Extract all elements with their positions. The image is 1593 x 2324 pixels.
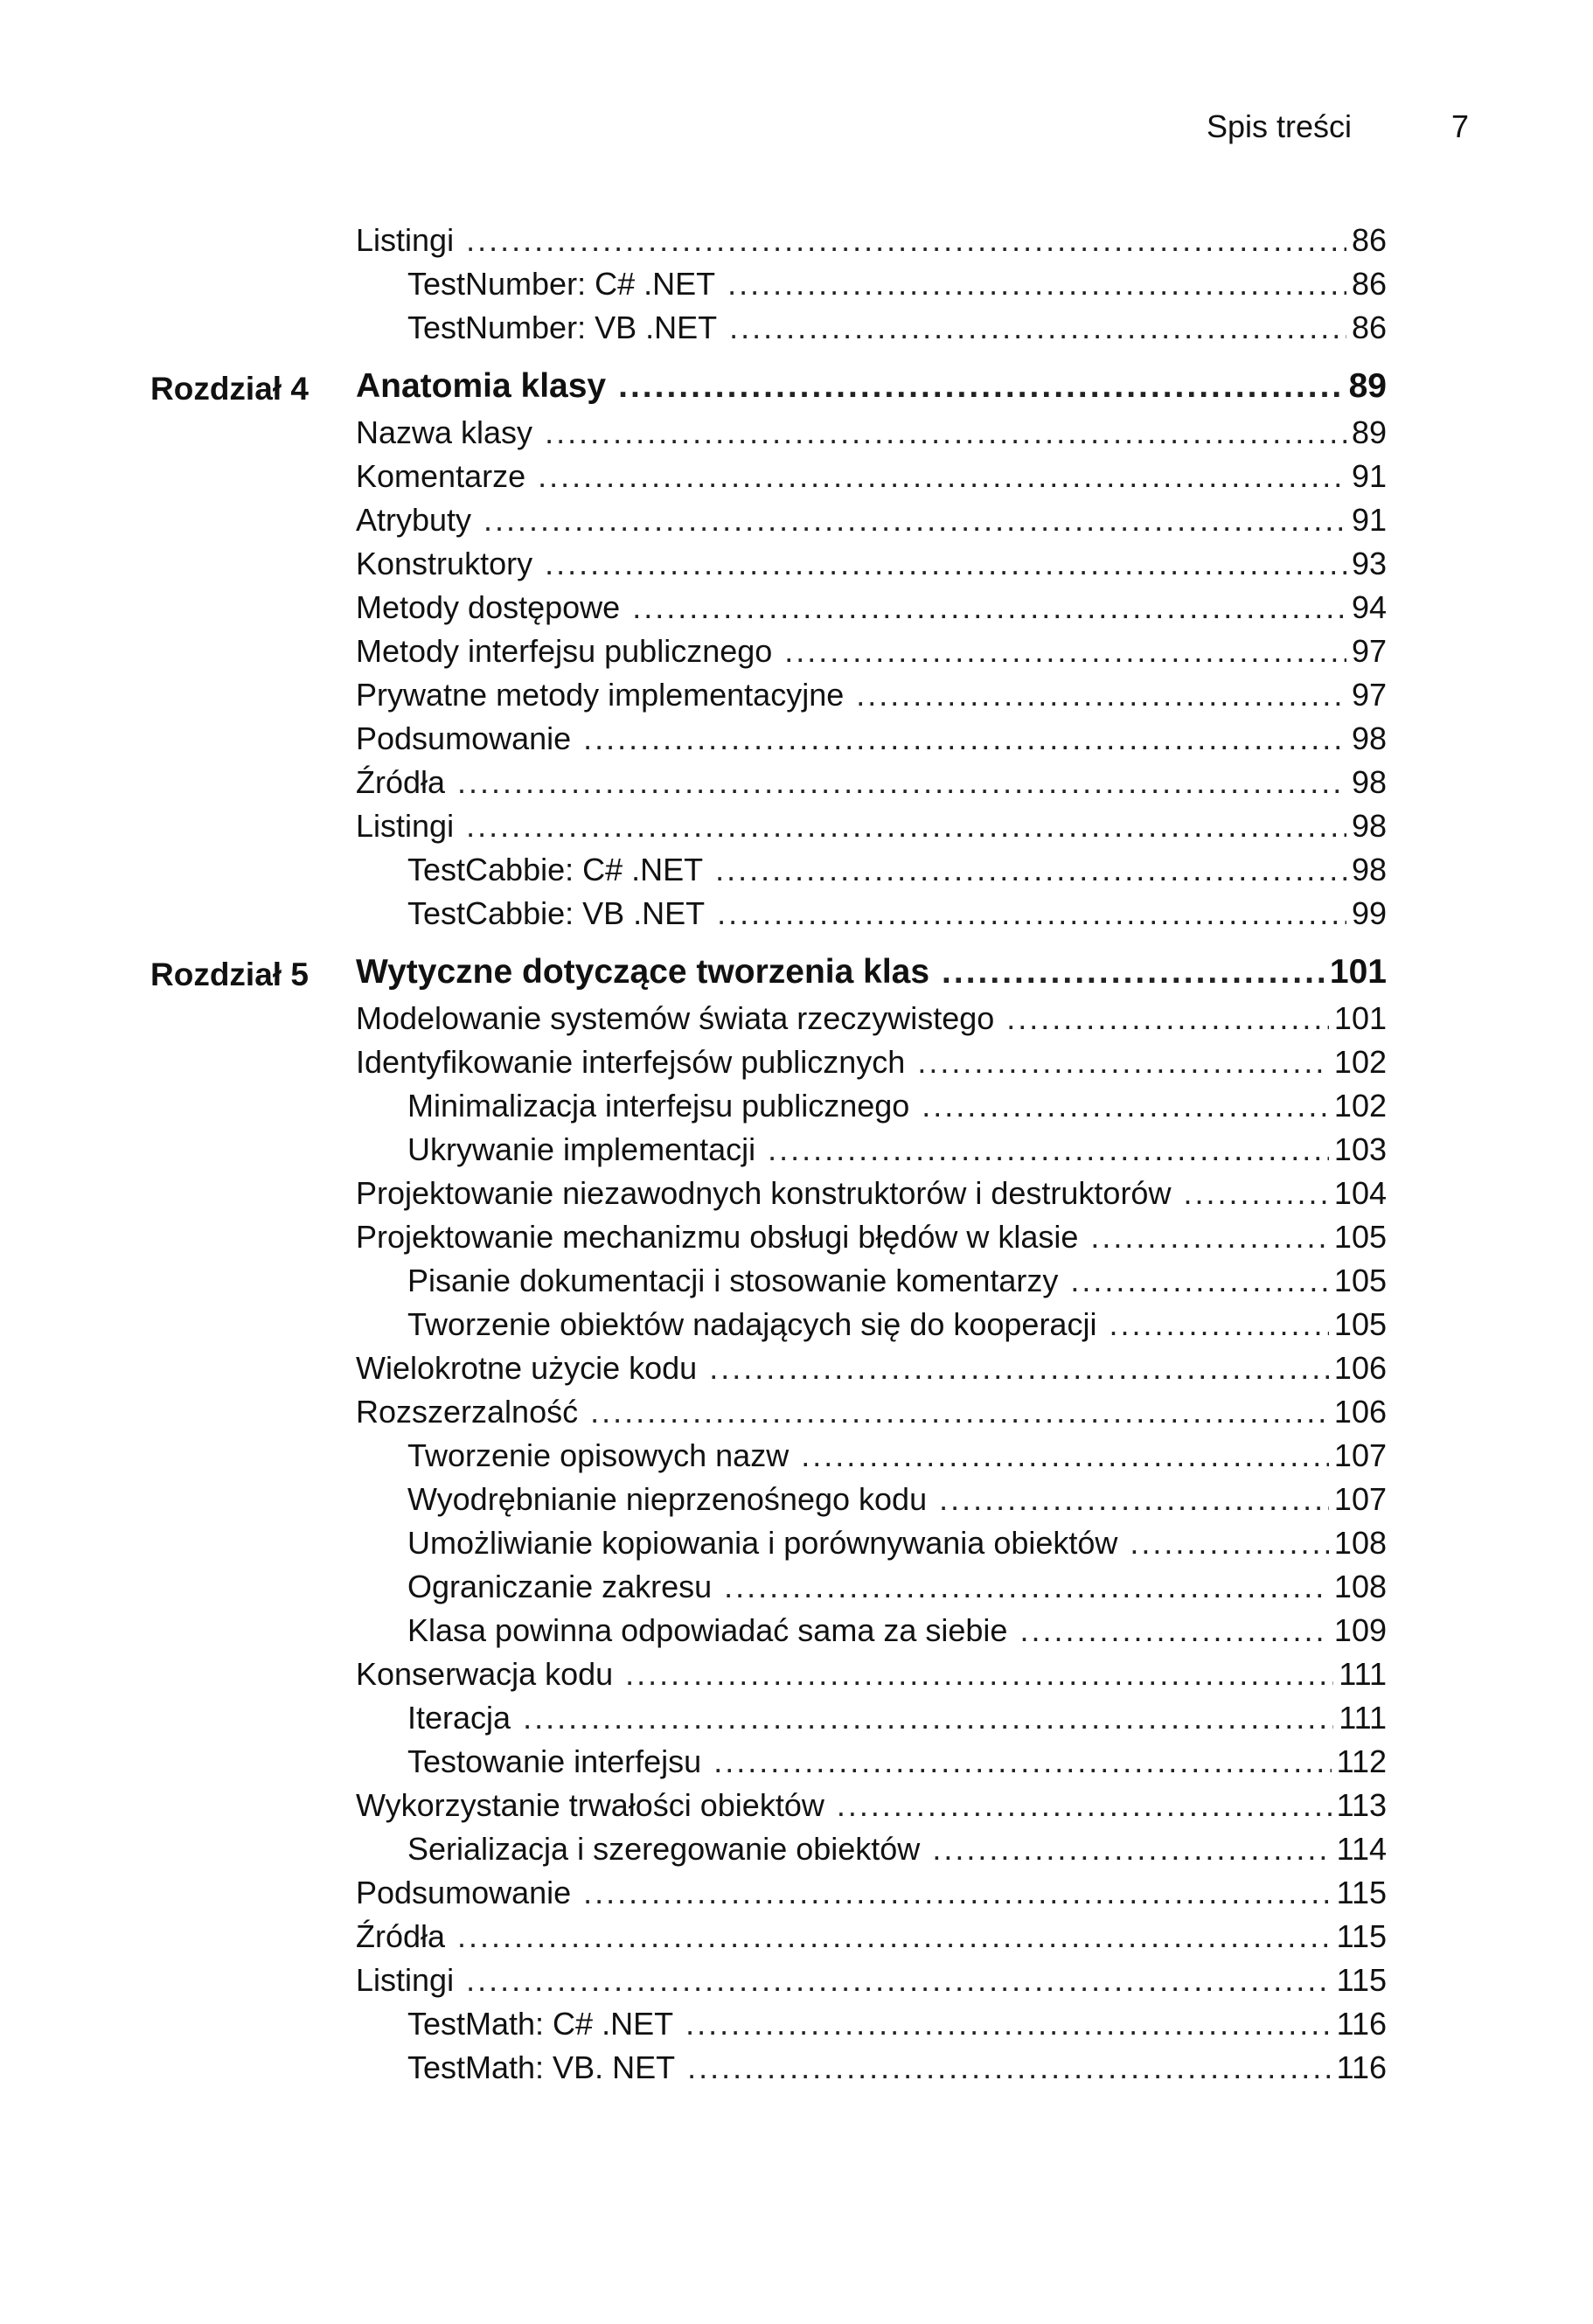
dot-leader	[590, 1394, 1329, 1430]
entry-title: Ukrywanie implementacji	[407, 1131, 756, 1167]
dot-leader	[917, 1044, 1329, 1081]
entry-title: Metody dostępowe	[356, 589, 621, 625]
chapter-title: Anatomia klasy	[356, 367, 607, 405]
dot-leader	[632, 589, 1346, 626]
entry-page-number: 107	[1333, 1481, 1387, 1517]
entry-title: Podsumowanie	[356, 720, 572, 756]
entry-page-number: 102	[1333, 1088, 1387, 1124]
toc-row	[0, 628, 1593, 671]
toc-row	[0, 846, 1593, 890]
toc-entry	[407, 310, 1387, 346]
toc-row	[0, 1520, 1593, 1563]
entry-title: Listingi	[356, 222, 455, 258]
entry-page-number: 104	[1333, 1175, 1387, 1211]
entry-title: Źródła	[356, 764, 446, 800]
toc-row	[0, 2044, 1593, 2088]
dot-leader	[942, 953, 1325, 992]
dot-leader	[538, 458, 1346, 495]
toc-row	[0, 1082, 1593, 1126]
entry-title: Wykorzystanie trwałości obiektów	[356, 1787, 824, 1823]
entry-title: TestMath: C# .NET	[407, 2006, 674, 2042]
entry-page-number: 98	[1351, 808, 1387, 844]
toc-entry	[407, 852, 1387, 888]
toc-entry	[407, 266, 1387, 303]
running-header	[1207, 108, 1469, 145]
dot-leader	[932, 1831, 1331, 1868]
toc-row	[0, 1039, 1593, 1082]
toc-row	[0, 261, 1593, 304]
entry-title: Klasa powinna odpowiadać sama za siebie	[407, 1612, 1008, 1648]
dot-leader	[784, 633, 1346, 670]
toc-row	[0, 1957, 1593, 2000]
dot-leader	[717, 895, 1346, 932]
dot-leader	[1019, 1612, 1328, 1649]
entry-page-number: 102	[1333, 1044, 1387, 1080]
toc-entry	[356, 764, 1387, 801]
toc-entry	[407, 2049, 1387, 2086]
toc-entry	[356, 1175, 1387, 1212]
entry-page-number: 105	[1333, 1306, 1387, 1342]
toc-entry	[407, 1263, 1387, 1299]
dot-leader	[545, 546, 1346, 582]
toc-row	[0, 759, 1593, 803]
toc-entry	[356, 222, 1387, 259]
toc-row	[0, 715, 1593, 759]
toc-row	[0, 1563, 1593, 1607]
dot-leader	[856, 677, 1346, 713]
dot-leader	[685, 2006, 1332, 2042]
toc-entry	[356, 1875, 1387, 1911]
entry-title: Iteracja	[407, 1700, 511, 1736]
toc-entry	[356, 808, 1387, 845]
entry-title: TestNumber: VB .NET	[407, 310, 718, 345]
toc-entry	[407, 1743, 1387, 1780]
toc-row	[0, 2000, 1593, 2044]
dot-leader	[1090, 1219, 1329, 1256]
dot-leader	[618, 367, 1343, 406]
toc-row	[0, 217, 1593, 261]
toc-entry	[356, 546, 1387, 582]
entry-page-number: 93	[1351, 546, 1387, 581]
entry-page-number: 115	[1336, 1875, 1387, 1910]
entry-page-number: 86	[1351, 266, 1387, 302]
entry-title: TestCabbie: C# .NET	[407, 852, 704, 887]
dot-leader	[1183, 1175, 1328, 1212]
entry-page-number: 97	[1351, 677, 1387, 713]
toc-entry	[407, 1831, 1387, 1868]
toc-row	[0, 1782, 1593, 1826]
toc-entry	[356, 589, 1387, 626]
toc-row	[0, 1214, 1593, 1257]
toc-chapter-row	[0, 951, 1593, 995]
toc-entry	[356, 1219, 1387, 1256]
entry-page-number: 98	[1351, 852, 1387, 887]
toc-row	[0, 1913, 1593, 1957]
toc-row	[0, 1607, 1593, 1651]
toc-row	[0, 1826, 1593, 1869]
entry-title: Projektowanie mechanizmu obsługi błędów w klasie	[356, 1219, 1079, 1255]
entry-page-number: 89	[1348, 367, 1387, 405]
entry-page-number: 111	[1339, 1656, 1387, 1692]
toc-row	[0, 304, 1593, 348]
header-title: Spis treści	[1207, 108, 1353, 144]
dot-leader	[457, 764, 1346, 801]
entry-page-number: 98	[1351, 720, 1387, 756]
dot-leader	[583, 1875, 1331, 1911]
toc-row	[0, 1432, 1593, 1476]
entry-title: Wyodrębnianie nieprzenośnego kodu	[407, 1481, 928, 1517]
toc-row	[0, 540, 1593, 584]
entry-page-number: 106	[1333, 1350, 1387, 1386]
toc-entry	[407, 1131, 1387, 1168]
entry-title: Testowanie interfejsu	[407, 1743, 702, 1779]
toc-entry	[356, 458, 1387, 495]
dot-leader	[727, 266, 1346, 303]
toc-row	[0, 1345, 1593, 1388]
toc-entry	[407, 1481, 1387, 1518]
toc-row	[0, 803, 1593, 846]
entry-page-number: 108	[1333, 1569, 1387, 1604]
toc-row	[0, 890, 1593, 934]
dot-leader	[466, 222, 1346, 259]
toc-entry	[356, 1656, 1387, 1693]
entry-title: Serializacja i szeregowanie obiektów	[407, 1831, 921, 1867]
toc-row	[0, 1869, 1593, 1913]
entry-title: Prywatne metody implementacyjne	[356, 677, 845, 713]
toc-row	[0, 1388, 1593, 1432]
toc-row	[0, 584, 1593, 628]
toc-entry	[356, 633, 1387, 670]
entry-page-number: 116	[1336, 2006, 1387, 2042]
dot-leader	[801, 1437, 1329, 1474]
toc-chapter-row	[0, 365, 1593, 409]
toc-entry	[356, 1000, 1387, 1037]
entry-page-number: 108	[1333, 1525, 1387, 1561]
entry-title: TestCabbie: VB .NET	[407, 895, 706, 931]
dot-leader	[709, 1350, 1329, 1387]
entry-page-number: 97	[1351, 633, 1387, 669]
entry-title: Rozszerzalność	[356, 1394, 579, 1430]
toc-row	[0, 995, 1593, 1039]
entry-page-number: 94	[1351, 589, 1387, 625]
entry-page-number: 116	[1336, 2049, 1387, 2085]
header-page-number: 7	[1450, 108, 1469, 144]
toc-entry	[356, 720, 1387, 757]
entry-page-number: 91	[1351, 458, 1387, 494]
entry-title: Konserwacja kodu	[356, 1656, 614, 1692]
entry-title: Tworzenie obiektów nadających się do kooperacji	[407, 1306, 1097, 1342]
dot-leader	[724, 1569, 1329, 1605]
dot-leader	[1070, 1263, 1329, 1299]
entry-page-number: 115	[1336, 1918, 1387, 1954]
toc-entry	[356, 1044, 1387, 1081]
entry-title: Atrybuty	[356, 502, 472, 538]
entry-page-number: 112	[1336, 1743, 1387, 1779]
entry-title: Listingi	[356, 1962, 455, 1998]
entry-page-number: 115	[1336, 1962, 1387, 1998]
entry-title: Listingi	[356, 808, 455, 844]
toc-row	[0, 1301, 1593, 1345]
dot-leader	[545, 414, 1346, 451]
toc-entry	[356, 1962, 1387, 1999]
toc-row	[0, 1476, 1593, 1520]
chapter-label: Rozdział 5	[150, 957, 309, 992]
toc-row	[0, 1651, 1593, 1694]
dot-leader	[687, 2049, 1332, 2086]
toc-row	[0, 1126, 1593, 1170]
dot-leader	[768, 1131, 1329, 1168]
dot-leader	[523, 1700, 1333, 1736]
dot-leader	[625, 1656, 1333, 1693]
toc-row	[0, 497, 1593, 540]
toc-entry	[356, 502, 1387, 539]
entry-title: Źródła	[356, 1918, 446, 1954]
chapter-label: Rozdział 4	[150, 371, 309, 407]
toc-entry	[356, 1787, 1387, 1824]
entry-page-number: 113	[1336, 1787, 1387, 1823]
toc-entry	[356, 953, 1387, 992]
dot-leader	[837, 1787, 1332, 1824]
entry-page-number: 103	[1333, 1131, 1387, 1167]
toc-row	[0, 1257, 1593, 1301]
entry-title: Tworzenie opisowych nazw	[407, 1437, 790, 1473]
entry-title: Ograniczanie zakresu	[407, 1569, 713, 1604]
entry-title: Umożliwianie kopiowania i porównywania obiektów	[407, 1525, 1118, 1561]
entry-title: Minimalizacja interfejsu publicznego	[407, 1088, 910, 1124]
toc-entry	[356, 677, 1387, 713]
toc-entry	[407, 1700, 1387, 1736]
toc-entry	[407, 895, 1387, 932]
dot-leader	[1109, 1306, 1328, 1343]
toc-entry	[407, 1569, 1387, 1605]
dot-leader	[713, 1743, 1331, 1780]
toc-row	[0, 671, 1593, 715]
entry-page-number: 107	[1333, 1437, 1387, 1473]
toc-row	[0, 1694, 1593, 1738]
entry-page-number: 98	[1351, 764, 1387, 800]
entry-page-number: 99	[1351, 895, 1387, 931]
entry-page-number: 114	[1336, 1831, 1387, 1867]
entry-page-number: 86	[1351, 222, 1387, 258]
toc-row	[0, 453, 1593, 497]
entry-title: Metody interfejsu publicznego	[356, 633, 773, 669]
toc-entry	[407, 1306, 1387, 1343]
entry-title: Komentarze	[356, 458, 526, 494]
dot-leader	[1006, 1000, 1329, 1037]
toc-entry	[407, 2006, 1387, 2042]
entry-title: Projektowanie niezawodnych konstruktorów i destruktorów	[356, 1175, 1172, 1211]
toc-entry	[356, 414, 1387, 451]
entry-title: Modelowanie systemów świata rzeczywistego	[356, 1000, 995, 1036]
toc-entry	[407, 1437, 1387, 1474]
toc-entry	[356, 1350, 1387, 1387]
dot-leader	[466, 808, 1346, 845]
dot-leader	[1130, 1525, 1329, 1562]
entry-title: Podsumowanie	[356, 1875, 572, 1910]
dot-leader	[922, 1088, 1329, 1124]
toc-row	[0, 409, 1593, 453]
dot-leader	[583, 720, 1346, 757]
toc-row	[0, 1738, 1593, 1782]
entry-title: Identyfikowanie interfejsów publicznych	[356, 1044, 906, 1080]
entry-title: TestMath: VB. NET	[407, 2049, 676, 2085]
dot-leader	[729, 310, 1346, 346]
dot-leader	[715, 852, 1346, 888]
dot-leader	[466, 1962, 1332, 1999]
entry-title: Pisanie dokumentacji i stosowanie komentarzy	[407, 1263, 1059, 1298]
entry-page-number: 106	[1333, 1394, 1387, 1430]
entry-title: Nazwa klasy	[356, 414, 533, 450]
dot-leader	[457, 1918, 1332, 1955]
entry-page-number: 91	[1351, 502, 1387, 538]
entry-page-number: 86	[1351, 310, 1387, 345]
entry-title: TestNumber: C# .NET	[407, 266, 716, 302]
chapter-title: Wytyczne dotyczące tworzenia klas	[356, 953, 930, 991]
entry-title: Konstruktory	[356, 546, 533, 581]
entry-page-number: 101	[1329, 953, 1387, 991]
toc-entry	[407, 1525, 1387, 1562]
dot-leader	[939, 1481, 1329, 1518]
toc-entry	[407, 1088, 1387, 1124]
entry-page-number: 109	[1333, 1612, 1387, 1648]
toc-row	[0, 1170, 1593, 1214]
dot-leader	[483, 502, 1346, 539]
entry-page-number: 105	[1333, 1263, 1387, 1298]
toc-entry	[356, 1918, 1387, 1955]
entry-page-number: 111	[1339, 1700, 1387, 1736]
toc-entry	[356, 367, 1387, 406]
toc-entry	[356, 1394, 1387, 1430]
entry-page-number: 89	[1351, 414, 1387, 450]
entry-page-number: 101	[1333, 1000, 1387, 1036]
entry-page-number: 105	[1333, 1219, 1387, 1255]
toc-entry	[407, 1612, 1387, 1649]
entry-title: Wielokrotne użycie kodu	[356, 1350, 698, 1386]
